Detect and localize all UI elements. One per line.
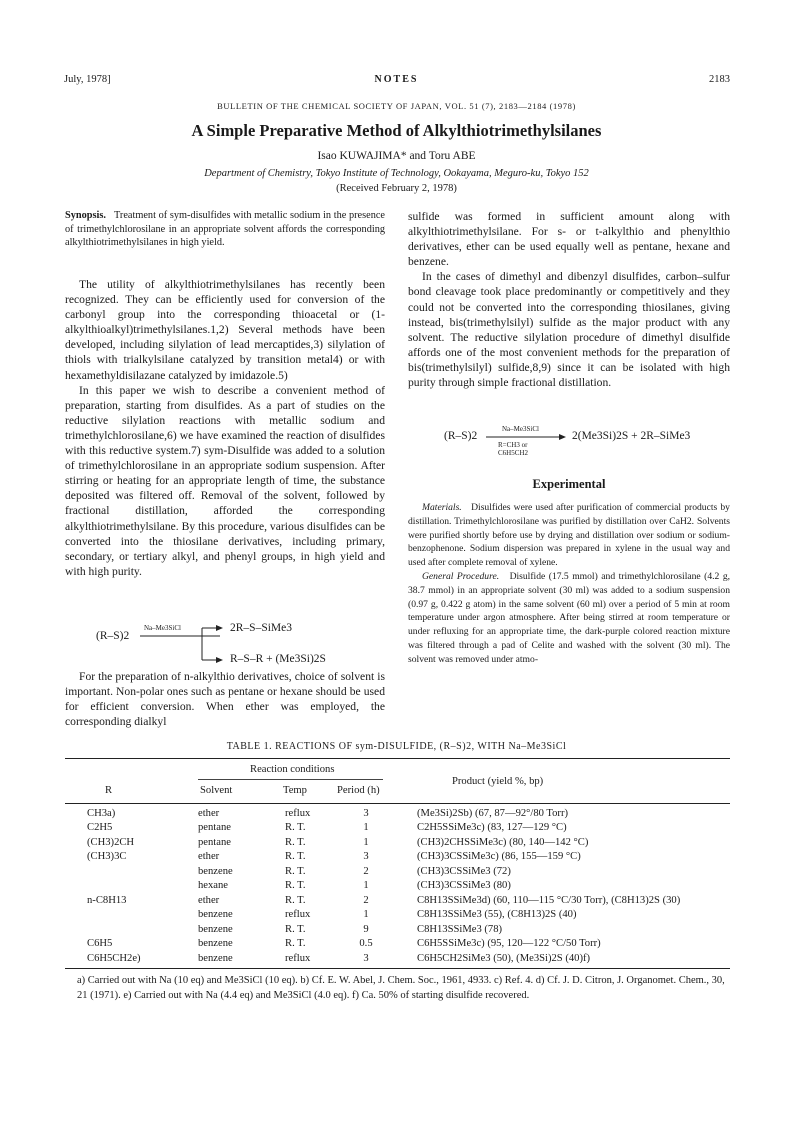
- cell-period: 1: [363, 822, 369, 834]
- table-row: [65, 821, 680, 836]
- cell-r: [65, 908, 198, 923]
- paragraph: For the preparation of n-alkylthio derivatives, choice of solvent is important. Non-polar ones such as pentane or hexane should be used for efficient conversion. When ether was employed, the corresponding dialkyl: [65, 670, 385, 729]
- received-date: (Received February 2, 1978): [336, 183, 457, 194]
- synopsis: [65, 209, 385, 250]
- cell-temp: R. T.: [285, 938, 306, 950]
- col-header-solvent: Solvent: [200, 785, 233, 796]
- table-row: [65, 893, 680, 908]
- paragraph: sulfide was formed in sufficient amount along with alkylthiotrimethylsilane. For s- or t-alkylthio and phenylthio derivatives, ether can be used equally well as pentane, hexane and benzene.: [408, 210, 730, 269]
- table-row: [65, 879, 680, 894]
- cell-period: 0.5: [359, 938, 373, 950]
- cell-period: 2: [363, 865, 369, 877]
- scheme-2-product: 2(Me3Si)2S + 2R–SiMe3: [572, 430, 691, 442]
- table-row: [65, 922, 680, 937]
- cell-solvent: ether: [198, 894, 220, 906]
- cell-period: 3: [363, 952, 369, 964]
- procedure-text: Disulfide (17.5 mmol) and trimethylchlorosilane (4.2 g, 38.7 mmol) in an appropriate solvent (30 ml) was added to a sodium suspension (0.97 g, 0.422 g atom) in the same solvent (60 ml) over a period of 5 min at room temperature under argon atmosphere. After being stirred at room temperature or under refluxing for an appropriate time, the dark-purple colored reaction mixture was filtered through a pad of Celite and washed with the solvent (30 ml). The solvent was removed under atmo-: [408, 570, 731, 665]
- running-header-left: July, 1978]: [64, 74, 111, 85]
- table-rule-bottom: [65, 968, 730, 969]
- cell-product: C2H5SSiMe3c) (83, 127—129 °C): [417, 822, 567, 834]
- affiliation: Department of Chemistry, Tokyo Institute of Technology, Ookayama, Meguro-ku, Tokyo 152: [204, 168, 589, 179]
- table-row: [65, 850, 680, 865]
- cell-temp: R. T.: [285, 822, 306, 834]
- col-header-period: Period (h): [337, 785, 380, 796]
- authors: Isao KUWAJIMA* and Toru ABE: [317, 150, 476, 162]
- cell-period: 3: [363, 851, 369, 863]
- cell-product: C6H5CH2SiMe3 (50), (Me3Si)2S (40)f): [417, 952, 591, 964]
- table-rule-header: [65, 803, 730, 804]
- cell-r: [65, 879, 198, 894]
- cell-r: CH3a): [87, 807, 116, 819]
- cell-solvent: benzene: [198, 938, 233, 950]
- cell-period: 2: [363, 894, 369, 906]
- cell-temp: R. T.: [285, 923, 306, 935]
- cell-product: (CH3)2CHSSiMe3c) (80, 140—142 °C): [417, 836, 589, 848]
- cell-temp: reflux: [285, 909, 311, 921]
- table-row: [65, 937, 680, 952]
- synopsis-label: Synopsis.: [65, 210, 106, 221]
- paragraph: In the cases of dimethyl and dibenzyl disulfides, carbon–sulfur bond cleavage took place predominantly or competitively and they could not be converted into the corresponding thiosilanes, giving instead, bis(trimethylsilyl) sulfide as the major product with any solvent. The reductive silylation procedure of dimethyl disulfide affords one of the most convenient methods for the preparation of bis(trimethylsilyl) sulfide,8,9) since it can be isolated with high purity through simple fractional distillation.: [408, 270, 730, 390]
- reaction-scheme-2: [440, 424, 740, 464]
- scheme-1-product-top: 2R–S–SiMe3: [230, 622, 292, 634]
- cell-product: C6H5SSiMe3c) (95, 120—122 °C/50 Torr): [417, 938, 601, 950]
- materials-label: Materials.: [422, 502, 462, 513]
- table-row: [65, 864, 680, 879]
- cell-solvent: pentane: [198, 836, 231, 848]
- cell-period: 1: [363, 836, 369, 848]
- cell-solvent: benzene: [198, 909, 233, 921]
- cell-solvent: hexane: [198, 880, 228, 892]
- group-header-conditions: Reaction conditions: [250, 764, 335, 775]
- scheme-2-condition: R=CH3 or C6H5CH2: [498, 441, 528, 457]
- paragraph: In this paper we wish to describe a convenient method of preparation, starting from disulfides. As a part of studies on the reductive silylation reactions with metallic sodium and trimethylchlorosilane,6) we have examined the reaction of disulfides with this reductive system.7) sym-Disulfide was added to a solution of trimethylchlorosilane in an appropriate sodium suspension. After stirring or heating for an appropriate length of time, the substance deposited was filtered off. Removal of the solvent, followed by fractional distillation, afforded the corresponding alkylthiotrimethylsilane. By this procedure, various disulfides can be converted into the thiosilane derivatives, including primary, secondary, or tertiary alkyl, and phenyl groups, in high yield and with high purity.: [65, 383, 385, 578]
- col-header-r: R: [105, 785, 113, 796]
- cell-product: C8H13SSiMe3 (55), (C8H13)2S (40): [417, 909, 577, 921]
- cell-temp: R. T.: [285, 836, 306, 848]
- table-row: [65, 908, 680, 923]
- procedure-label: General Procedure.: [422, 570, 500, 582]
- group-header-rule: [198, 779, 383, 780]
- cell-r: n-C8H13: [87, 894, 127, 906]
- cell-solvent: ether: [198, 851, 220, 863]
- table-body: [65, 806, 680, 966]
- materials-text: Disulfides were used after purification of commercial products by distillation. Trimethylchlorosilane was purified by distillation over CaH2. Solvents were purified shortly before use by drying and distillation over sodium or sodium-benzophenone. Sodium dispersion was prepared in xylene in the usual way and used after complete removal of xylene.: [408, 502, 730, 569]
- experimental-text: [408, 501, 730, 667]
- table-footnotes: a) Carried out with Na (10 eq) and Me3SiCl (10 eq). b) Cf. E. W. Abel, J. Chem. Soc., 1961, 4933. c) Ref. 4. d) Cf. J. D. Citron, J. Organomet. Chem., 30, 21 (1971). e) Carried out with Na (4.4 eq) and Me3SiCl (4.0 eq). f) Ca. 50% of starting disulfide recovered.: [77, 974, 725, 1001]
- page-number: 2183: [709, 74, 730, 85]
- cell-period: 1: [363, 880, 369, 892]
- cell-product: (Me3Si)2Sb) (67, 87—92°/80 Torr): [417, 807, 569, 819]
- section-heading-experimental: Experimental: [532, 477, 606, 491]
- cell-temp: reflux: [285, 807, 311, 819]
- scheme-2-reactant: (R–S)2: [444, 430, 478, 442]
- cell-solvent: benzene: [198, 923, 233, 935]
- cell-r: [65, 922, 198, 937]
- intro-text: [65, 277, 385, 579]
- right-text: [408, 209, 730, 390]
- journal-citation: BULLETIN OF THE CHEMICAL SOCIETY OF JAPAN, VOL. 51 (7), 2183—2184 (1978): [217, 101, 576, 111]
- paragraph-solvent: [65, 669, 385, 729]
- table-row: [65, 806, 680, 821]
- table-row: [65, 835, 680, 850]
- cell-temp: reflux: [285, 952, 311, 964]
- table-row: [65, 951, 680, 966]
- cell-r: (CH3)2CH: [87, 836, 135, 848]
- table-header: [65, 759, 730, 803]
- cell-r: (CH3)3C: [87, 851, 127, 863]
- cell-r: C6H5CH2e): [87, 952, 141, 964]
- cell-r: C2H5: [87, 822, 113, 834]
- cell-solvent: benzene: [198, 865, 233, 877]
- cell-product: (CH3)3CSSiMe3c) (86, 155—159 °C): [417, 851, 581, 863]
- cell-solvent: pentane: [198, 822, 231, 834]
- cell-product: C8H13SSiMe3d) (60, 110—115 °C/30 Torr), (C8H13)2S (30): [417, 894, 681, 906]
- article-title: A Simple Preparative Method of Alkylthiotrimethylsilanes: [191, 121, 602, 140]
- col-header-temp: Temp: [283, 785, 307, 796]
- table-1: [65, 758, 730, 1003]
- cell-temp: R. T.: [285, 851, 306, 863]
- cell-period: 3: [363, 807, 369, 819]
- cell-product: (CH3)3CSSiMe3 (72): [417, 865, 511, 877]
- cell-temp: R. T.: [285, 894, 306, 906]
- cell-product: (CH3)3CSSiMe3 (80): [417, 880, 511, 892]
- reaction-scheme-1: [92, 622, 392, 664]
- running-header-center: NOTES: [374, 74, 419, 85]
- scheme-1-reactant: (R–S)2: [96, 630, 130, 642]
- synopsis-text: Treatment of sym-disulfides with metallic sodium in the presence of trimethylchlorosilane in an appropriate solvent affords the corresponding alkylthiotrimethylsilanes in high yield.: [65, 210, 385, 249]
- scheme-1-product-bottom: R–S–R + (Me3Si)2S: [230, 653, 326, 665]
- scheme-2-reagent: Na–Me3SiCl: [502, 425, 539, 433]
- cell-solvent: benzene: [198, 952, 233, 964]
- cell-period: 1: [363, 909, 369, 921]
- cell-r: [65, 864, 198, 879]
- scheme-1-reagent: Na–Me3SiCl: [144, 624, 181, 632]
- table-caption: TABLE 1. REACTIONS OF sym-DISULFIDE, (R–S)2, WITH Na–Me3SiCl: [226, 741, 567, 752]
- cell-period: 9: [363, 923, 369, 935]
- col-header-product: Product (yield %, bp): [452, 776, 544, 787]
- cell-product: C8H13SSiMe3 (78): [417, 923, 503, 935]
- paragraph: The utility of alkylthiotrimethylsilanes has recently been recognized. They can be efficiently used for conversion of the carbonyl group into the corresponding thioacetal or (1-alkylthioalkyl)trimethylsilanes.1,2) Several methods have been developed, including silylation of lead mercaptides,3) silylation of thiols with trialkylsilane catalyzed by transition metal4) or with hexamethyldisilazane catalyzed by imidazole.5): [65, 278, 385, 382]
- cell-temp: R. T.: [285, 865, 306, 877]
- cell-temp: R. T.: [285, 880, 306, 892]
- cell-solvent: ether: [198, 807, 220, 819]
- cell-r: C6H5: [87, 938, 113, 950]
